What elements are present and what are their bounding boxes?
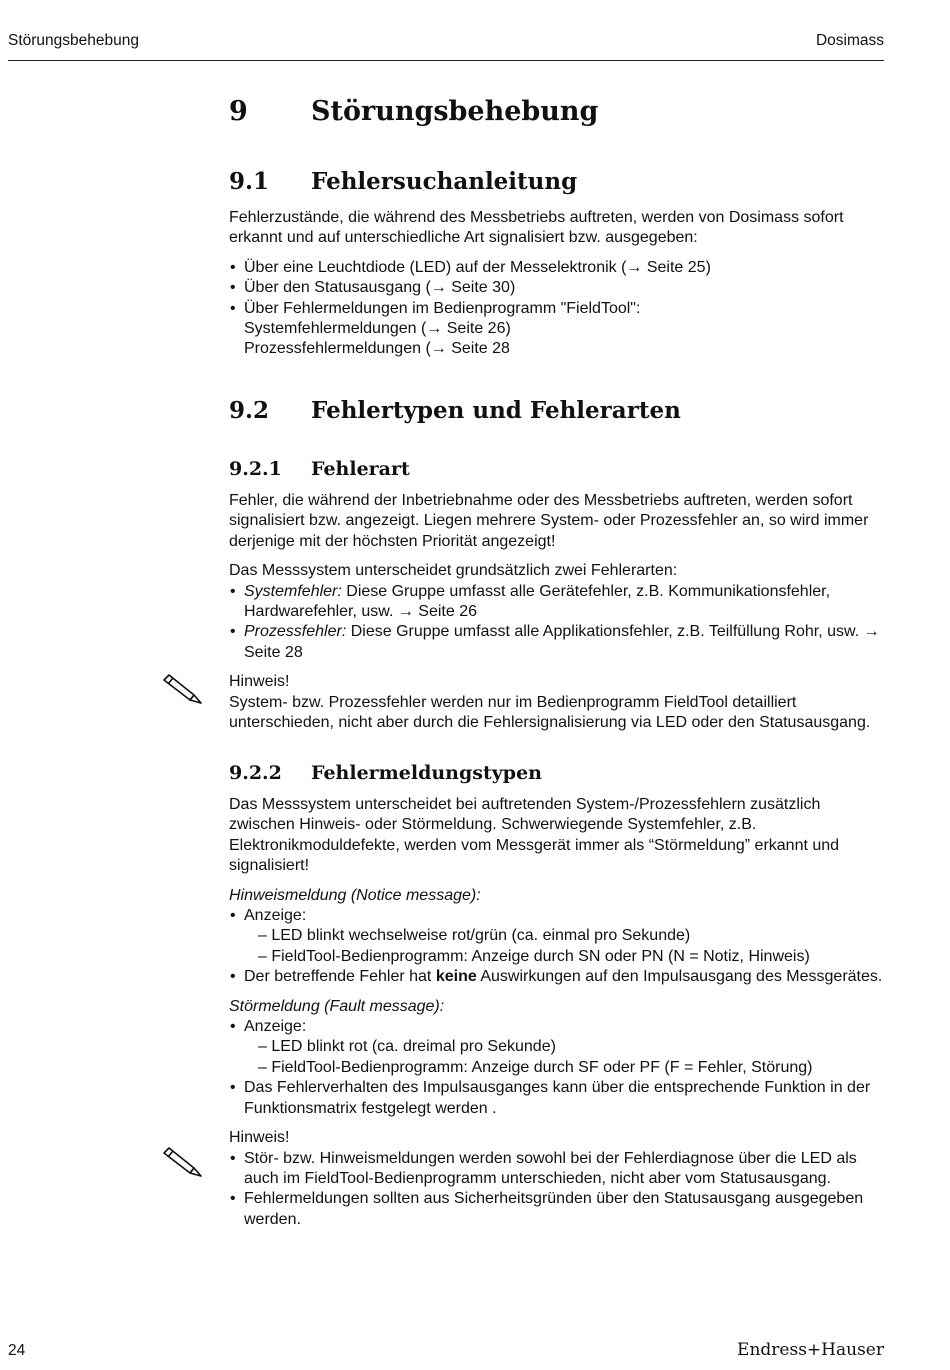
list-item-text: Anzeige: (244, 907, 307, 925)
note-title: Hinweis! (229, 673, 290, 691)
list-item: • Über den Statusausgang (→ Seite 30) (229, 278, 887, 298)
subsection-heading-9-2-1 (229, 458, 410, 480)
emphasis: keine (435, 968, 477, 986)
subsection-number: 9.2.1 (229, 458, 282, 480)
sub-line: Systemfehlermeldungen (→ Seite 26) (244, 320, 511, 338)
bullet-list (229, 582, 887, 664)
list-item: • Das Fehlerverhalten des Impulsausganges kann über die entsprechende Funktion in der Funktionsmatrix festgelegt werden . (229, 1078, 887, 1119)
list-item (229, 299, 887, 360)
list-item: • Stör- bzw. Hinweismeldungen werden sowohl bei der Fehlerdiagnose über die LED als auch im FieldTool-Bedienprogramm unterschieden, nicht aber vom Statusausgang. (229, 1149, 887, 1190)
list-item (229, 1017, 887, 1078)
sub-line: – LED blinkt wechselweise rot/grün (ca. einmal pro Sekunde) (258, 927, 691, 945)
header-rule (8, 60, 884, 61)
subsection-number: 9.2.2 (229, 762, 282, 784)
chapter-title: Störungsbehebung (311, 96, 599, 127)
section-heading-9-2 (229, 397, 681, 424)
chapter-number: 9 (229, 96, 248, 127)
sub-line: – LED blinkt rot (ca. dreimal pro Sekunde) (258, 1038, 556, 1056)
subsection-title: Fehlermeldungstypen (311, 762, 542, 784)
bullet-list (229, 258, 887, 360)
bullet-list (229, 1149, 887, 1231)
brand-name: Endress+Hauser (737, 1340, 884, 1360)
page-number: 24 (8, 1342, 26, 1359)
section-number: 9.2 (229, 397, 270, 424)
list-item-label: Systemfehler: (244, 582, 342, 600)
section-number: 9.1 (229, 168, 270, 195)
list-item-label: Prozessfehler: (244, 623, 347, 641)
list-item-text: Auswirkungen auf den Impulsausgang des Messgerätes. (476, 968, 883, 986)
list-item (229, 622, 887, 663)
pencil-icon (160, 1145, 206, 1179)
list-item: • Über eine Leuchtdiode (LED) auf der Messelektronik (→ Seite 25) (229, 258, 887, 278)
section-9-2-2-body (229, 795, 887, 1230)
section-9-2-1-body (229, 491, 887, 733)
subsection-title: Fehlerart (311, 458, 410, 480)
bullet-list (229, 1017, 887, 1119)
list-item-text: Über Fehlermeldungen im Bedienprogramm "FieldTool": (244, 299, 641, 317)
paragraph: Das Messsystem unterscheidet grundsätzlich zwei Fehlerarten: (229, 562, 678, 580)
list-item-text: Der betreffende Fehler hat (244, 968, 436, 986)
bullet-list (229, 906, 887, 988)
section-title: Fehlersuchanleitung (311, 168, 578, 195)
sub-line: – FieldTool-Bedienprogramm: Anzeige durch SN oder PN (N = Notiz, Hinweis) (258, 947, 810, 965)
list-item-text: Anzeige: (244, 1018, 307, 1036)
list-item-text: Diese Gruppe umfasst alle Applikationsfehler, z.B. Teilfüllung Rohr, usw. → Seite 28 (244, 623, 880, 661)
section-9-1-body (229, 208, 887, 360)
list-item: • Fehlermeldungen sollten aus Sicherheitsgründen über den Statusausgang ausgegeben werden. (229, 1189, 887, 1230)
list-item-text: Diese Gruppe umfasst alle Gerätefehler, z.B. Kommunikationsfehler, Hardwarefehler, usw. → Seite 26 (244, 582, 831, 621)
paragraph: Das Messsystem unterscheidet bei auftretenden System-/Prozessfehlern zusätzlich zwischen Hinweis- oder Störmeldung. Schwerwiegende Systemfehler, z.B. Elektronikmoduldefekte, werden vom Messgerät immer als “Störmeldung” erkannt und signalisiert! (229, 796, 840, 875)
list-item (229, 582, 887, 623)
running-header-section: Störungsbehebung (8, 32, 140, 49)
subsection-heading-9-2-2 (229, 762, 542, 784)
section-title: Fehlertypen und Fehlerarten (311, 397, 681, 424)
pencil-icon (160, 672, 206, 706)
sub-line: Prozessfehlermeldungen (→ Seite 28 (244, 340, 510, 358)
paragraph: Fehlerzustände, die während des Messbetriebs auftreten, werden von Dosimass sofort erkannt und auf unterschiedliche Art signalisiert bzw. ausgegeben: (229, 209, 844, 247)
note-text: System- bzw. Prozessfehler werden nur im Bedienprogramm FieldTool detailliert unterschieden, nicht aber durch die Fehlersignalisierung via LED oder den Statusausgang. (229, 693, 871, 732)
sub-line: – FieldTool-Bedienprogramm: Anzeige durch SF oder PF (F = Fehler, Störung) (258, 1058, 813, 1076)
running-header-product: Dosimass (815, 32, 884, 49)
fault-heading: Störmeldung (Fault message): (229, 997, 445, 1015)
list-item (229, 906, 887, 967)
section-heading-9-1 (229, 168, 577, 195)
list-item (229, 967, 887, 987)
paragraph: Fehler, die während der Inbetriebnahme oder des Messbetriebs auftreten, werden sofort signalisiert bzw. angezeigt. Liegen mehrere System- oder Prozessfehler an, so wird immer derjenige mit der höchsten Priorität angezeigt! (229, 492, 869, 550)
note-title: Hinweis! (229, 1129, 290, 1147)
notice-heading: Hinweismeldung (Notice message): (229, 886, 481, 904)
chapter-heading (229, 96, 598, 127)
